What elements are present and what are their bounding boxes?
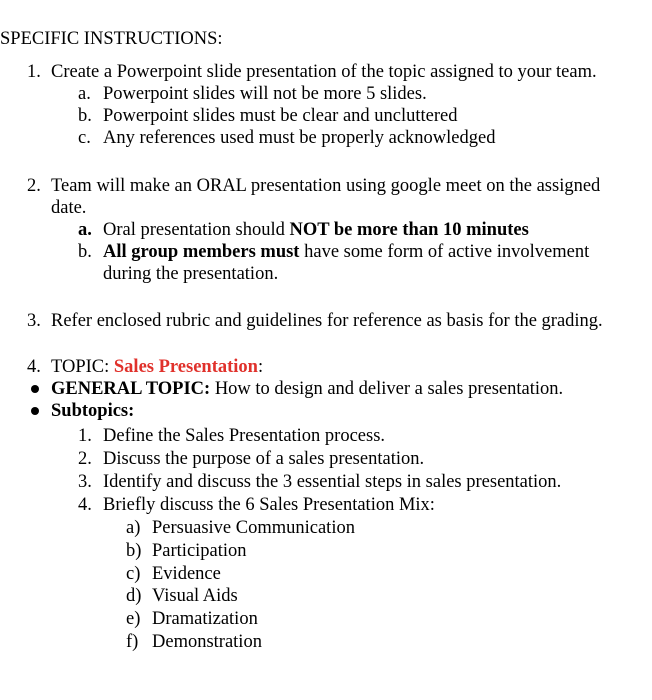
- item-2b-label: b.: [78, 242, 92, 262]
- subtopic-4-text: Briefly discuss the 6 Sales Presentation Mix:: [103, 495, 435, 515]
- item-1c-label: c.: [78, 128, 91, 148]
- mix-c-label: c): [126, 564, 141, 584]
- mix-d-text: Visual Aids: [152, 586, 238, 606]
- subtopic-3-number: 3.: [78, 472, 92, 492]
- general-topic-text: How to design and deliver a sales presentation.: [210, 379, 564, 399]
- mix-b-text: Participation: [152, 541, 247, 561]
- item-2-number: 2.: [27, 176, 41, 196]
- general-topic-line: [51, 378, 563, 400]
- item-3-text: Refer enclosed rubric and guidelines for reference as basis for the grading.: [51, 311, 603, 331]
- item-4-topic-line: [51, 356, 263, 378]
- subtopic-2-number: 2.: [78, 449, 92, 469]
- item-4-number: 4.: [27, 357, 41, 377]
- item-2a-pre: Oral presentation should: [103, 220, 290, 240]
- subtopic-1-text: Define the Sales Presentation process.: [103, 426, 386, 446]
- item-1b-label: b.: [78, 106, 92, 126]
- item-2b-text: [103, 241, 589, 263]
- item-1-number: 1.: [27, 62, 41, 82]
- topic-suffix: :: [257, 357, 264, 377]
- item-2a-bold: NOT be more than 10 minutes: [289, 220, 529, 240]
- mix-a-text: Persuasive Communication: [152, 518, 355, 538]
- item-1c-text: Any references used must be properly acknowledged: [103, 128, 496, 148]
- item-2-text-line-1: Team will make an ORAL presentation using google meet on the assigned: [51, 176, 601, 196]
- item-2b-text-line-2: during the presentation.: [103, 264, 279, 284]
- mix-e-label: e): [126, 609, 141, 629]
- item-1a-text: Powerpoint slides will not be more 5 slides.: [103, 84, 427, 104]
- item-2b-bold: All group members must: [103, 242, 300, 262]
- subtopic-2-text: Discuss the purpose of a sales presentation.: [103, 449, 425, 469]
- item-2a-text: [103, 219, 529, 241]
- item-1a-label: a.: [78, 84, 91, 104]
- section-header: SPECIFIC INSTRUCTIONS:: [0, 29, 223, 49]
- item-1b-text: Powerpoint slides must be clear and uncluttered: [103, 106, 458, 126]
- item-2b-rest: have some form of active involvement: [299, 242, 590, 262]
- mix-c-text: Evidence: [152, 564, 221, 584]
- mix-a-label: a): [126, 518, 141, 538]
- item-2-text-line-2: date.: [51, 198, 87, 218]
- general-topic-label: GENERAL TOPIC:: [51, 379, 211, 399]
- topic-name: Sales Presentation: [113, 357, 258, 377]
- item-1-text: Create a Powerpoint slide presentation of the topic assigned to your team.: [51, 62, 597, 82]
- subtopics-label: Subtopics:: [51, 401, 135, 421]
- subtopic-1-number: 1.: [78, 426, 92, 446]
- mix-d-label: d): [126, 586, 142, 606]
- mix-f-text: Demonstration: [152, 632, 262, 652]
- bullet-icon: [31, 407, 39, 415]
- mix-f-label: f): [126, 632, 139, 652]
- subtopic-3-text: Identify and discuss the 3 essential steps in sales presentation.: [103, 472, 562, 492]
- mix-e-text: Dramatization: [152, 609, 258, 629]
- bullet-icon: [31, 385, 39, 393]
- item-2a-label: a.: [78, 220, 92, 240]
- topic-prefix: TOPIC:: [51, 357, 114, 377]
- subtopic-4-number: 4.: [78, 495, 92, 515]
- item-3-number: 3.: [27, 311, 41, 331]
- mix-b-label: b): [126, 541, 142, 561]
